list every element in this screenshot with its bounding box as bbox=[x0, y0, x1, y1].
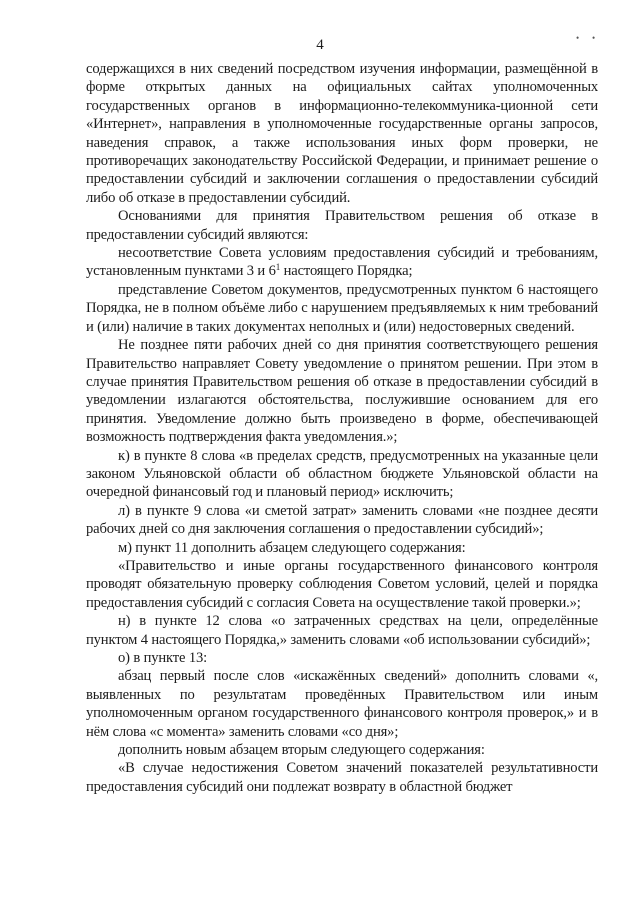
paragraph: содержащихся в них сведений посредством изучения информации, размещённой в форме открытых данных на официальных сайтах уполномоченных государственных органов в информационно-телекоммуника-ционной сети «Интернет», направления в уполномоченные государственные органы запросов, наведения справок, а также использования иных форм проверки, не противоречащих законодательству Российской Федерации, и принимает решение о предоставлении субсидий и заключении соглашения о предоставлении субсидий либо об отказе в предоставлении субсидий. bbox=[86, 61, 598, 206]
scan-mark: • bbox=[576, 33, 580, 43]
paragraph: м) пункт 11 дополнить абзацем следующего содержания: bbox=[118, 539, 466, 556]
paragraph: Не позднее пяти рабочих дней со дня принятия соответствующего решения Правительство направляет Совету уведомление о принятом решении. При этом в случае принятия Правительством решения об отказе в предоставлении субсидий в уведомлении излагаются обстоятельства, послужившие основанием для его принятия. Уведомление должно быть произведено в форме, обеспечивающей возможность подтверждения факта уведомления.»; bbox=[86, 337, 598, 446]
paragraph: «В случае недостижения Советом значений показателей результативности предоставления субсидий они подлежат возврату в областной бюджет bbox=[86, 760, 598, 795]
paragraph: н) в пункте 12 слова «о затраченных средствах на цели, определённые пунктом 4 настоящего Порядка,» заменить словами «об использовании субсидий»; bbox=[86, 613, 598, 648]
paragraph bbox=[86, 244, 598, 281]
page-number: 4 bbox=[316, 37, 324, 53]
paragraph-text: несоответствие Совета условиям предоставления субсидий и требованиям, установленным пунктами 3 и 6 bbox=[86, 245, 598, 280]
paragraph: о) в пункте 13: bbox=[118, 650, 208, 666]
paragraph: Основаниями для принятия Правительством решения об отказе в предоставлении субсидий являются: bbox=[86, 208, 598, 243]
paragraph: дополнить новым абзацем вторым следующего содержания: bbox=[118, 742, 485, 759]
paragraph-text: настоящего Порядка; bbox=[280, 263, 413, 280]
paragraph: л) в пункте 9 слова «и сметой затрат» заменить словами «не позднее десяти рабочих дней со дня заключения соглашения о предоставлении субсидий»; bbox=[86, 502, 598, 538]
scan-mark: • bbox=[592, 33, 596, 43]
paragraph: абзац первый после слов «искажённых сведений» дополнить словами «, выявленных по результатам проведённых Правительством или иным уполномоченным органом государственного финансового контроля проверок,» и в нём слова «с момента» заменить словами «со дня»; bbox=[86, 668, 598, 740]
superscript: 1 bbox=[275, 262, 281, 273]
paragraph: представление Советом документов, предусмотренных пунктом 6 настоящего Порядка, не в полном объёме либо с нарушением предъявляемых к ним требований и (или) наличие в таких документах неполных и (или) недостоверных сведений. bbox=[86, 281, 598, 335]
paragraph: к) в пункте 8 слова «в пределах средств, предусмотренных на указанные цели законом Ульяновской области об областном бюджете Ульяновской области на очередной финансовый год и плановый период» исключить; bbox=[86, 447, 598, 501]
document-body bbox=[86, 60, 598, 796]
paragraph: «Правительство и иные органы государственного финансового контроля проводят обязательную проверку соблюдения Советом условий, целей и порядка предоставления субсидий с согласия Совета на осуществление такой проверки.»; bbox=[86, 557, 598, 611]
